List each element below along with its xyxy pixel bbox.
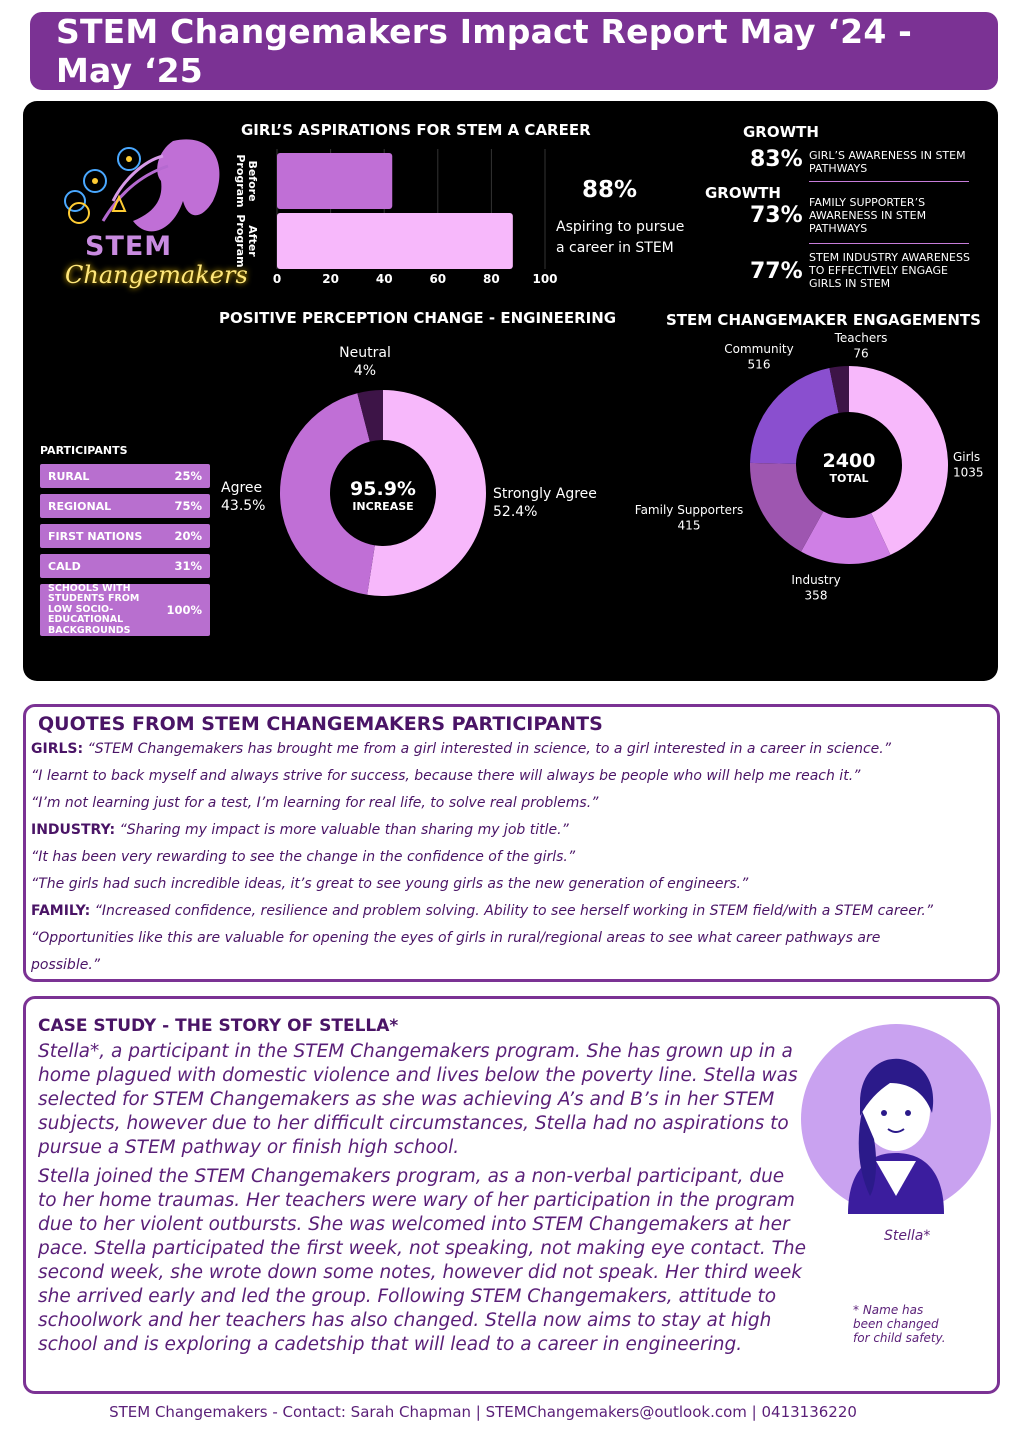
quote-text: “It has been very rewarding to see the change in the confidence of the girls.” — [31, 849, 576, 865]
case-study-paragraph-2: Stella joined the STEM Changemakers program, as a non-verbal participant, due to her home traumas. Her teachers were wary of her participation in the program due to her violent outbursts. She was welcomed into STEM Changemakers at her pace. Stella participated the first week, not speaking, not making eye contact. The second week, she wrote down some notes, however did not speak. Her third week she arrived early and led the group. Following STEM Changemakers, attitude to schoolwork and her teachers has also changed. Stella now aims to stay at high school and is exploring a cadetship that will lead to a career in engineering. — [38, 1166, 807, 1355]
quote-line — [31, 957, 100, 973]
quote-line — [31, 768, 860, 784]
growth-value-1: 83% — [750, 147, 803, 172]
growth-label-2b: AWARENESS IN STEM — [809, 209, 927, 222]
bar-tick-label: 80 — [483, 272, 500, 286]
quote-line — [31, 741, 891, 757]
participant-label: REGIONAL — [48, 499, 112, 513]
participant-value: 100% — [166, 603, 202, 617]
donut-label: Teachers 76 — [834, 331, 888, 361]
note-line-2: been changed — [853, 1317, 939, 1331]
quote-text: “I learnt to back myself and always strive for success, because there will always be people who will help me reach it.” — [31, 768, 861, 784]
quote-text: “I’m not learning just for a test, I’m learning for real life, to solve real problems.” — [31, 795, 599, 811]
growth-label-1 — [809, 149, 966, 175]
participant-value: 20% — [174, 529, 202, 543]
growth-label-3 — [809, 251, 970, 290]
growth-label-2 — [809, 196, 926, 235]
quote-line — [31, 822, 569, 838]
growth-value-2: 73% — [750, 203, 803, 228]
quote-line — [31, 795, 598, 811]
donut-label: Neutral 4% — [339, 345, 391, 380]
bar-tick-label: 0 — [272, 272, 282, 286]
page-title: STEM Changemakers Impact Report May ‘24 - May ‘25 — [30, 12, 998, 90]
participant-value: 31% — [174, 559, 202, 573]
bar-category-label: BeforeProgram — [234, 154, 260, 208]
growth-label-2c: PATHWAYS — [809, 222, 868, 235]
quote-text: “The girls had such incredible ideas, it’s great to see young girls as the new generation of engineers.” — [31, 876, 749, 892]
donut-label: Industry 358 — [791, 573, 841, 603]
donut-label: Community 516 — [724, 342, 794, 372]
donut-label: Family Supporters 415 — [634, 503, 744, 533]
participant-row-regional — [40, 494, 210, 518]
bar-tick-label: 60 — [429, 272, 447, 286]
logo-text-changemakers: Changemakers — [65, 261, 248, 289]
growth-label-3a: STEM INDUSTRY AWARENESS — [809, 251, 970, 264]
quote-group-label: GIRLS: — [31, 741, 84, 757]
bar-tick-label: 20 — [322, 272, 339, 286]
bar-tick-label: 100 — [532, 272, 558, 286]
name-change-note — [853, 1303, 946, 1345]
bar-tick-label: 40 — [375, 272, 393, 286]
growth-label-3c: GIRLS IN STEM — [809, 277, 891, 290]
case-study-section — [23, 996, 1000, 1394]
quote-text: “Opportunities like this are valuable for opening the eyes of girls in rural/regional areas to see what career pathways are — [31, 930, 881, 946]
participant-row-cald — [40, 554, 210, 578]
avatar-caption: Stella* — [884, 1228, 931, 1244]
engagement-donut-chart — [635, 331, 984, 603]
aspirations-stat-text — [556, 217, 684, 259]
participant-label: FIRST NATIONS — [48, 529, 143, 543]
participant-value: 75% — [174, 499, 202, 513]
logo-text-stem: STEM — [85, 231, 173, 262]
case-study-heading: CASE STUDY - THE STORY OF STELLA* — [38, 1016, 399, 1036]
growth-divider-1 — [809, 181, 969, 182]
donut-label: Strongly Agree 52.4% — [493, 486, 597, 521]
quote-line — [31, 903, 933, 919]
aspirations-stat: 88% — [582, 177, 638, 203]
participant-row-low-ses-schools — [40, 584, 210, 636]
perception-heading: POSITIVE PERCEPTION CHANGE - ENGINEERING — [219, 309, 617, 327]
growth-label-2a: FAMILY SUPPORTER’S — [809, 196, 926, 209]
logo-icon — [65, 139, 220, 231]
note-line-1: * Name has — [853, 1303, 924, 1317]
engagements-heading: STEM CHANGEMAKER ENGAGEMENTS — [666, 311, 981, 329]
quotes-heading: QUOTES FROM STEM CHANGEMAKERS PARTICIPANTS — [38, 713, 603, 735]
donut-center-value: 2400 — [822, 450, 876, 472]
quotes-section — [23, 704, 1000, 982]
participant-label: SCHOOLS WITH STUDENTS FROM LOW SOCIO-EDUCATIONAL BACKGROUNDS — [48, 582, 140, 636]
growth-heading: GROWTH — [743, 123, 819, 141]
donut-center-value: 95.9% — [350, 478, 416, 500]
participant-row-rural — [40, 464, 210, 488]
participant-row-first-nations — [40, 524, 210, 548]
quote-text: “STEM Changemakers has brought me from a girl interested in science, to a girl interested in a career in science.” — [83, 741, 891, 757]
quote-line — [31, 930, 880, 946]
quote-text: “Increased confidence, resilience and problem solving. Ability to see herself working in STEM field/with a STEM career.” — [90, 903, 934, 919]
donut-label: Agree 43.5% — [221, 480, 266, 515]
growth-value-3: 77% — [750, 259, 803, 284]
bar — [277, 153, 392, 209]
bar-category-label: AfterProgram — [234, 214, 260, 268]
footer-contact: STEM Changemakers - Contact: Sarah Chapman | STEMChangemakers@outlook.com | 0413136220 — [109, 1403, 857, 1421]
participant-label: CALD — [48, 559, 81, 573]
participant-label: RURAL — [48, 469, 90, 483]
aspirations-stat-text-2: a career in STEM — [556, 240, 674, 256]
donut-center-label: INCREASE — [352, 500, 414, 513]
quote-group-label: FAMILY: — [31, 903, 91, 919]
aspiration-bar-chart — [234, 149, 557, 286]
growth-label-1a: GIRL’S AWARENESS IN STEM — [809, 149, 966, 162]
donut-center-label: TOTAL — [829, 472, 869, 485]
growth-divider-2 — [809, 243, 969, 244]
participants-heading: PARTICIPANTS — [40, 444, 128, 457]
growth-heading-2: GROWTH — [705, 184, 781, 202]
aspirations-stat-text-1: Aspiring to pursue — [556, 219, 685, 235]
bar — [277, 213, 513, 269]
quote-text: “Sharing my impact is more valuable than sharing my job title.” — [115, 822, 569, 838]
impact-dashboard — [23, 101, 998, 681]
case-study-paragraph-1: Stella*, a participant in the STEM Changemakers program. She has grown up in a home plagued with domestic violence and lives below the poverty line. Stella was selected for STEM Changemakers as she was achieving A’s and B’s in her STEM subjects, however due to her difficult circumstances, Stella had no aspirations to pursue a STEM pathway or finish high school. — [38, 1041, 798, 1158]
participant-value: 25% — [174, 469, 202, 483]
donut-label: Girls 1035 — [953, 450, 984, 480]
aspirations-heading: GIRL’S ASPIRATIONS FOR STEM A CAREER — [241, 121, 591, 139]
growth-label-1b: PATHWAYS — [809, 162, 868, 175]
note-line-3: for child safety. — [853, 1331, 946, 1345]
growth-label-3b: TO EFFECTIVELY ENGAGE — [809, 264, 948, 277]
avatar — [798, 1021, 994, 1217]
participants-panel — [40, 444, 230, 642]
quote-text: possible.” — [31, 957, 101, 973]
quote-line — [31, 876, 748, 892]
perception-donut-chart — [221, 345, 597, 596]
quote-line — [31, 849, 575, 865]
quote-group-label: INDUSTRY: — [31, 822, 116, 838]
